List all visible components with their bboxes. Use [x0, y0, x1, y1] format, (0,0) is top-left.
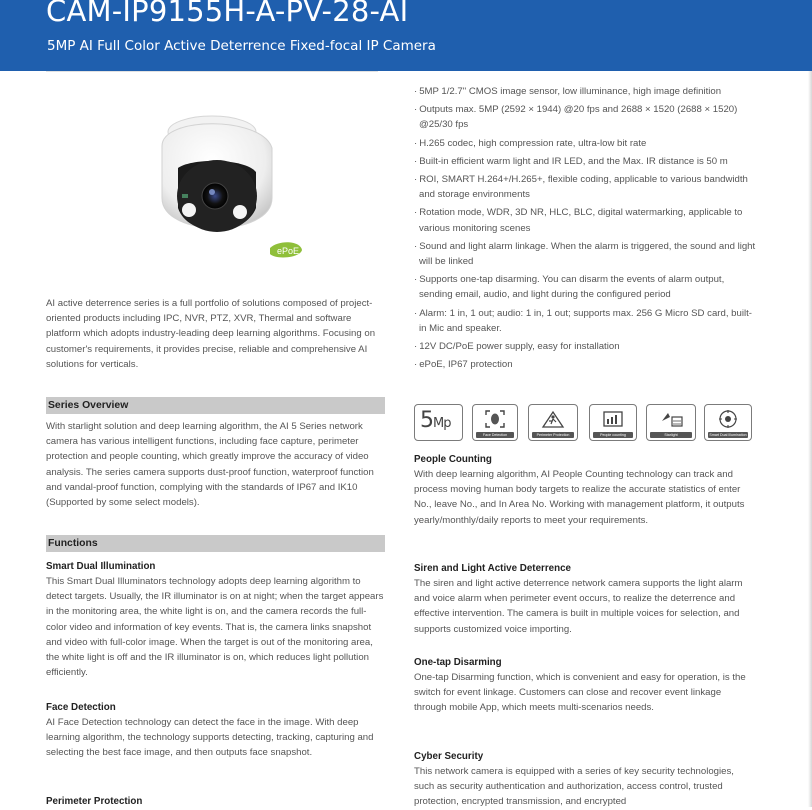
product-image — [132, 88, 332, 283]
function-title: Perimeter Protection — [46, 796, 143, 807]
icon-caption: Face Detection — [476, 432, 514, 438]
list-item: · Sound and light alarm linkage. When the alarm is triggered, the sound and light will be linked — [414, 239, 756, 269]
section-title: People Counting — [414, 454, 492, 465]
list-item: · Alarm: 1 in, 1 out; audio: 1 in, 1 out; supports max. 256 G Micro SD card, built-in Mic and speaker. — [414, 306, 756, 336]
face-detection-icon — [472, 404, 518, 441]
list-item: · ePoE, IP67 protection — [414, 357, 756, 372]
section-text: With deep learning algorithm, AI People Counting technology can track and process moving human body targets to realize the accurate statistics of enter No., leave No., and In Area No. Working with management platform, it outputs yearly/monthly/daily reports to meet your requirements. — [414, 469, 745, 526]
series-overview-text: With starlight solution and deep learning algorithm, the AI 5 Series network camera has various intelligent functions, including face capture, perimeter protection and people counting, which greatly improve the accuracy of video analysis. The series camera supports dust-proof function, waterproof function and vandal-proof function, complying with the standards of IP67 and IK10 (Supported by some select models). — [46, 421, 374, 509]
list-item: · Rotation mode, WDR, 3D NR, HLC, BLC, digital watermarking, applicable to various monitoring scenes — [414, 205, 756, 235]
section-text: One-tap Disarming function, which is convenient and easy for operation, is the switch for event linkage. Customers can close and recover event linkage through mobile App, which meets multi-scenarios needs. — [414, 672, 746, 714]
function-title: Face Detection — [46, 702, 116, 713]
intro-paragraph: AI active deterrence series is a full portfolio of solutions composed of project-oriented products including IPC, NVR, PTZ, XVR, Thermal and software platform which adopts industry-leading deep learning algorithms. Focusing on customer's requirements, it provides precise, reliable and comprehensive AI solutions for verticals. — [46, 298, 376, 370]
feature-icons — [414, 404, 754, 444]
section-title: One-tap Disarming — [414, 657, 502, 668]
feature-list — [414, 84, 756, 375]
icon-caption: Perimeter Protection — [532, 432, 574, 438]
5mp-icon — [414, 404, 463, 441]
section-text: The siren and light active deterrence network camera supports the light alarm and voice alarm when perimeter event occurs, to realize the deterrence and effective intervention. The camera is built in multiple voices for selection, and supports customized voice importing. — [414, 578, 743, 635]
divider — [46, 71, 378, 72]
function-text: This Smart Dual Illuminators technology adopts deep learning algorithm to detect targets. Usually, the IR illuminator is on at night; when the target appears in the monitoring area, the white light is on, and the camera records the full-color video and information of key events. That is, the camera links snapshot and video with full-color image. When the target is out of the monitoring area, the white light is off and the IR illuminator is on, which reduces light pollution efficiently. — [46, 576, 384, 679]
list-item: · ROI, SMART H.264+/H.265+, flexible coding, applicable to various bandwidth and storage environments — [414, 172, 756, 202]
mp-unit: Mp — [433, 416, 451, 431]
list-item: · Outputs max. 5MP (2592 × 1944) @20 fps and 2688 × 1520 (2688 × 1520) @25/30 fps — [414, 102, 756, 132]
smart-dual-illumination-icon — [704, 404, 752, 441]
section-title: Cyber Security — [414, 751, 484, 762]
starlight-icon — [646, 404, 696, 441]
list-item: · 12V DC/PoE power supply, easy for installation — [414, 339, 756, 354]
functions-heading: Functions — [46, 535, 385, 552]
people-counting-icon — [589, 404, 637, 441]
icon-caption: Smart Dual Illumination — [709, 433, 747, 437]
series-overview-heading: Series Overview — [46, 397, 385, 414]
list-item: · Built-in efficient warm light and IR LED, and the Max. IR distance is 50 m — [414, 154, 756, 169]
function-title: Smart Dual Illumination — [46, 561, 156, 572]
section-title: Siren and Light Active Deterrence — [414, 563, 571, 574]
icon-caption: People counting — [593, 432, 633, 438]
icon-caption: Starlight — [650, 432, 692, 438]
function-text: AI Face Detection technology can detect the face in the image. With deep learning algorithm, the technology supports detecting, tracking, capturing and selecting the best face image, and then outputs face snapshot. — [46, 717, 374, 759]
list-item: · H.265 codec, high compression rate, ultra-low bit rate — [414, 136, 756, 151]
list-item: · 5MP 1/2.7" CMOS image sensor, low illuminance, high image definition — [414, 84, 756, 99]
product-subtitle: 5MP AI Full Color Active Deterrence Fixed-focal IP Camera — [47, 38, 436, 54]
epoe-badge — [270, 242, 302, 257]
perimeter-protection-icon — [528, 404, 578, 441]
list-item: · Supports one-tap disarming. You can disarm the events of alarm output, sending email, audio, and light during the configured period — [414, 272, 756, 302]
mp-value: 5 — [420, 408, 433, 433]
section-text: This network camera is equipped with a series of key security technologies, such as security authentication and authorization, access control, trusted protection, encrypted transmission, and encrypted — [414, 766, 734, 808]
header-banner — [0, 0, 812, 71]
product-title: CAM-IP9155H-A-PV-28-AI — [46, 0, 409, 28]
epoe-badge-text: ePoE — [277, 246, 300, 256]
page-edge-shadow — [808, 71, 812, 807]
